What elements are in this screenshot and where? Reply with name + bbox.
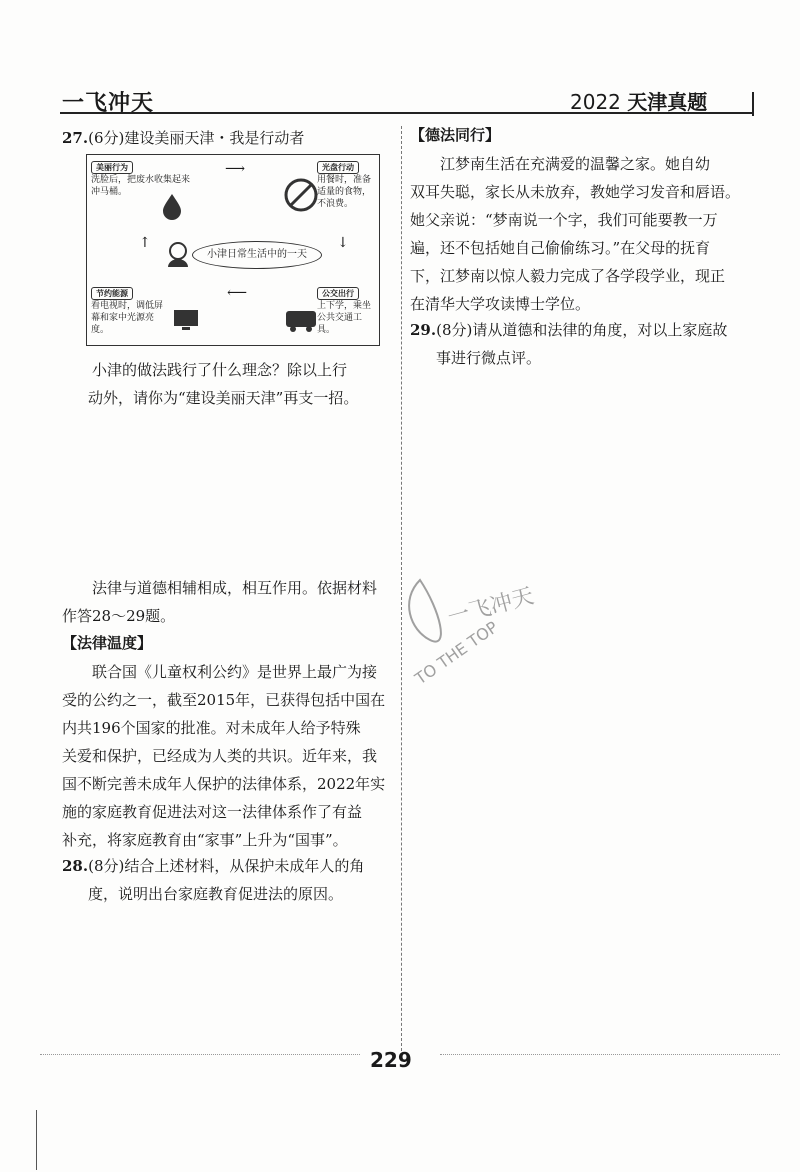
intro-line1: 法律与道德相辅相成，相互作用。依据材料	[92, 579, 378, 597]
q27-prompt-line2: 动外，请你为“建设美丽天津”再支一招。	[88, 389, 359, 407]
svg-text:TO THE TOP: TO THE TOP	[411, 617, 502, 689]
box-text: 看电视时，调低屏幕和家中光源亮度。	[91, 301, 164, 335]
box-text: 用餐时，准备适量的食物，不浪费。	[317, 175, 372, 209]
q28-number: 28.	[62, 857, 89, 875]
child-avatar-icon	[163, 239, 193, 269]
tv-icon	[171, 305, 201, 335]
q29-number: 29.	[410, 321, 437, 339]
q28-line2: 度，说明出台家庭教育促进法的原因。	[88, 885, 344, 903]
q27-heading	[62, 124, 392, 152]
diagram-center-label: 小津日常生活中的一天	[192, 241, 322, 269]
intro-line2: 作答28～29题。	[62, 607, 176, 625]
water-drop-icon	[157, 191, 187, 221]
watermark-logo	[390, 570, 540, 700]
q28-line1	[62, 852, 402, 880]
box-tag: 光盘行动	[317, 161, 359, 174]
arrow-right-icon: ⟶	[225, 161, 246, 177]
no-waste-icon	[283, 177, 319, 213]
box-tag: 节约能源	[91, 287, 133, 300]
series-name: 天津真题	[627, 90, 708, 114]
moral-line: 她父亲说：“梦南说一个字，我们可能要教一万	[410, 211, 718, 229]
series-year: 2022	[570, 90, 621, 114]
q27-score: (6分)	[88, 129, 125, 147]
law-line: 内共196个国家的批准。对未成年人给予特殊	[62, 719, 361, 737]
diagram-box-bus	[317, 287, 377, 336]
arrow-down-icon: ↓	[337, 235, 349, 251]
q29-score: (8分)	[436, 321, 473, 339]
law-line: 关爱和保护，已经成为人类的共识。近年来，我	[62, 747, 378, 765]
box-tag: 美丽行为	[91, 161, 133, 174]
q28-score: (8分)	[88, 857, 125, 875]
page-number: 229	[370, 1048, 412, 1072]
q28-text: 结合上述材料，从保护未成年人的角	[124, 857, 365, 875]
moral-line: 双耳失聪，家长从未放弃，教她学习发音和唇语。	[410, 183, 741, 201]
series-title	[570, 86, 707, 115]
q29-line2: 事进行微点评。	[436, 349, 542, 367]
footer-rule-left	[40, 1054, 360, 1055]
diagram-box-clean-plate	[317, 161, 377, 210]
header-edge-rule	[752, 92, 754, 116]
brand-logo: 一飞冲天	[62, 91, 155, 116]
moral-line: 在清华大学攻读博士学位。	[410, 295, 591, 313]
diagram-box-energy	[91, 287, 171, 336]
footer-rule-right	[440, 1054, 780, 1055]
q29-text: 请从道德和法律的角度，对以上家庭故	[472, 321, 728, 339]
law-section-heading: 【法律温度】	[62, 634, 153, 652]
binding-edge-line	[36, 1110, 37, 1170]
moral-section-heading: 【德法同行】	[410, 126, 501, 144]
arrow-left-icon: ⟵	[227, 285, 248, 301]
q27-title: 建设美丽天津・我是行动者	[124, 129, 305, 147]
bus-icon	[283, 305, 319, 335]
q29-line1	[410, 316, 755, 344]
law-line: 补充，将家庭教育由“家事”上升为“国事”。	[62, 831, 348, 849]
box-tag: 公交出行	[317, 287, 359, 300]
svg-text:一飞冲天: 一飞冲天	[445, 583, 537, 631]
moral-line: 遍，还不包括她自己偷偷练习。”在父母的抚育	[410, 239, 711, 257]
moral-line: 江梦南生活在充满爱的温馨之家。她自幼	[440, 155, 711, 173]
law-line: 施的家庭教育促进法对这一法律体系作了有益	[62, 803, 363, 821]
law-line: 国不断完善未成年人保护的法律体系，2022年实	[62, 775, 386, 793]
box-text: 洗脸后，把废水收集起来冲马桶。	[91, 175, 191, 197]
law-line: 受的公约之一，截至2015年，已获得包括中国在	[62, 691, 386, 709]
law-line: 联合国《儿童权利公约》是世界上最广为接	[92, 663, 378, 681]
arrow-up-icon: ↑	[139, 235, 151, 251]
q27-number: 27.	[62, 129, 89, 147]
header-rule	[60, 112, 752, 114]
box-text: 上下学，乘坐公共交通工具。	[317, 301, 372, 335]
moral-line: 下，江梦南以惊人毅力完成了各学段学业，现正	[410, 267, 726, 285]
q27-diagram	[86, 154, 380, 346]
q27-prompt-line1: 小津的做法践行了什么理念？除以上行	[92, 361, 348, 379]
